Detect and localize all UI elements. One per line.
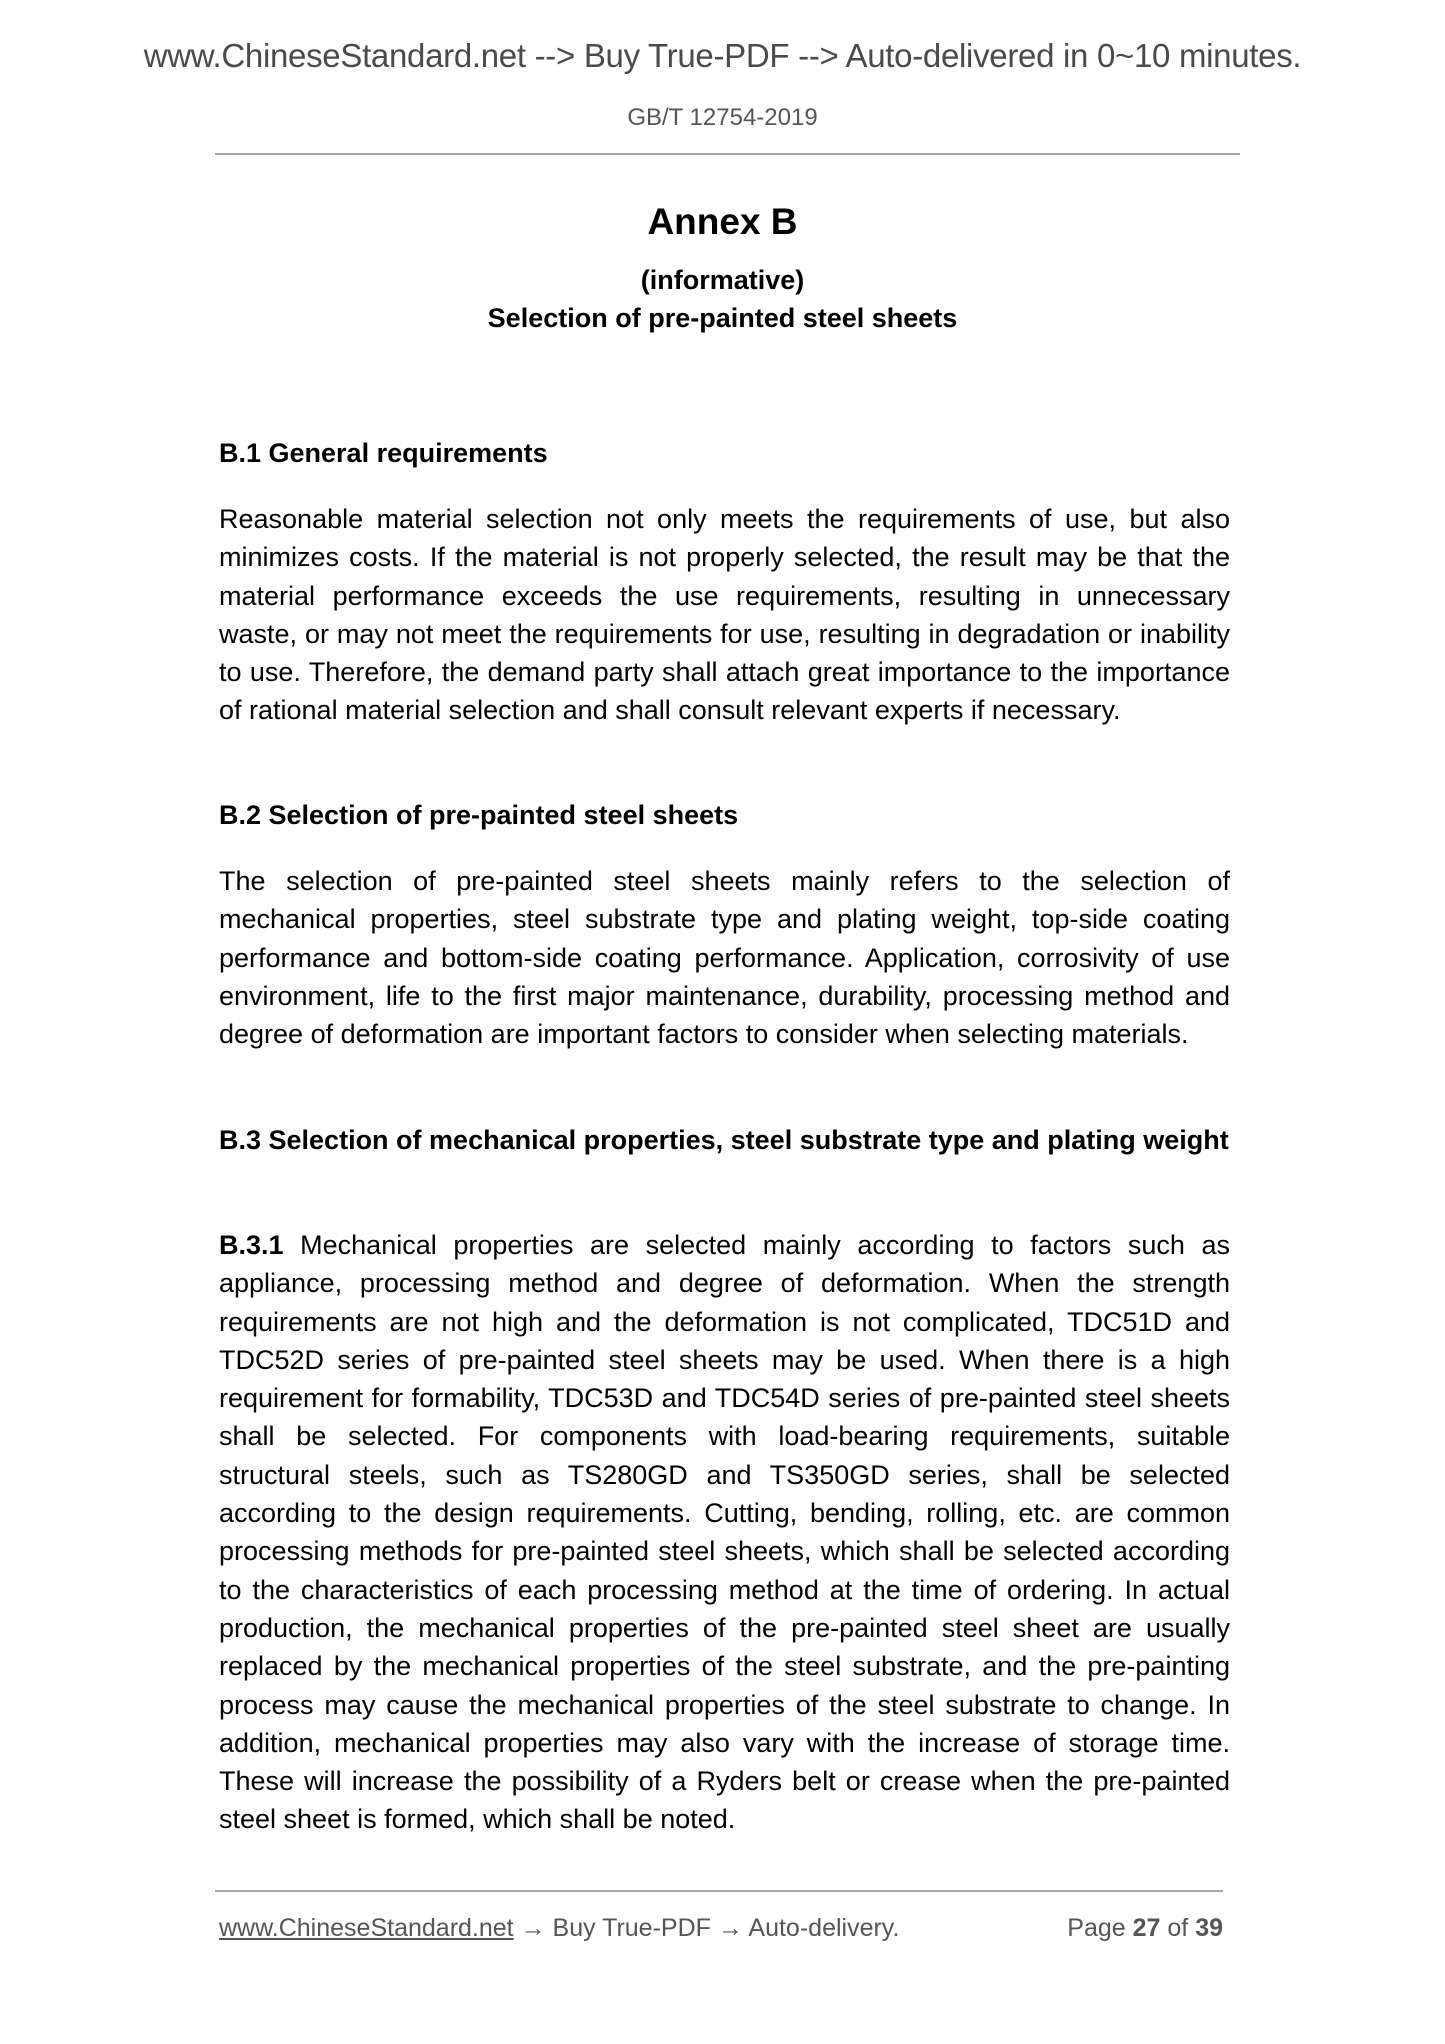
section-heading-b1: B.1 General requirements — [219, 438, 548, 468]
section-heading-b2: B.2 Selection of pre-painted steel sheets — [219, 800, 739, 830]
section-paragraph-b1: Reasonable material selection not only meets the requirements of use, but also minimizes costs. If the material is not properly selected, the result may be that the material performance exceeds the use requirements, resulting in unnecessary waste, or may not meet the requirements for use, resulting in degradation or inability to use. Therefore, the demand party shall attach great importance to the importance of rational material selection and shall consult relevant experts if necessary. — [219, 504, 1230, 726]
page-total: 39 — [1195, 1914, 1223, 1942]
section-paragraph-b3-1 — [219, 1226, 1230, 1839]
page-of: of — [1160, 1914, 1196, 1942]
header-divider — [215, 153, 1240, 155]
promo-banner: www.ChineseStandard.net --> Buy True-PDF --> Auto-delivered in 0~10 minutes. — [143, 37, 1302, 74]
arrow-right-icon: → — [520, 1914, 546, 1942]
page-number — [1067, 1913, 1223, 1943]
website-link[interactable]: www.ChineseStandard.net — [219, 1914, 514, 1942]
annex-title: Annex B — [647, 201, 798, 242]
delivery-text: Auto-delivery. — [742, 1914, 900, 1942]
standard-code: GB/T 12754-2019 — [627, 104, 818, 131]
annex-name: Selection of pre-painted steel sheets — [487, 303, 958, 333]
clause-text: Mechanical properties are selected mainly according to factors such as appliance, processing method and degree of deformation. When the strength requirements are not high and the deformation is not complicated, TDC51D and TDC52D series of pre-painted steel sheets may be used. When there is a high requirement for formability, TDC53D and TDC54D series of pre-painted steel sheets shall be selected. For components with load-bearing requirements, suitable structural steels, such as TS280GD and TS350GD series, shall be selected according to the design requirements. Cutting, bending, rolling, etc. are common processing methods for pre-painted steel sheets, which shall be selected according to the characteristics of each processing method at the time of ordering. In actual production, the mechanical properties of the pre-painted steel sheet are usually replaced by the mechanical properties of the steel substrate, and the pre-painting process may cause the mechanical properties of the steel substrate to change. In addition, mechanical properties may also vary with the increase of storage time. These will increase the possibility of a Ryders belt or crease when the pre-painted steel sheet is formed, which shall be noted. — [219, 1230, 1230, 1835]
arrow-right-icon: → — [717, 1914, 743, 1942]
buy-text: Buy True-PDF — [545, 1914, 718, 1942]
footer-promo — [219, 1913, 899, 1943]
page-current: 27 — [1132, 1914, 1161, 1942]
clause-number: B.3.1 — [219, 1230, 284, 1260]
page-label: Page — [1067, 1914, 1133, 1942]
footer-divider — [215, 1890, 1223, 1892]
section-paragraph-b2: The selection of pre-painted steel sheets mainly refers to the selection of mechanical properties, steel substrate type and plating weight, top-side coating performance and bottom-side coating performance. Application, corrosivity of use environment, life to the first major maintenance, durability, processing method and degree of deformation are important factors to consider when selecting materials. — [219, 866, 1230, 1050]
section-heading-b3: B.3 Selection of mechanical properties, steel substrate type and plating weight — [219, 1125, 1229, 1155]
annex-type: (informative) — [640, 265, 805, 295]
